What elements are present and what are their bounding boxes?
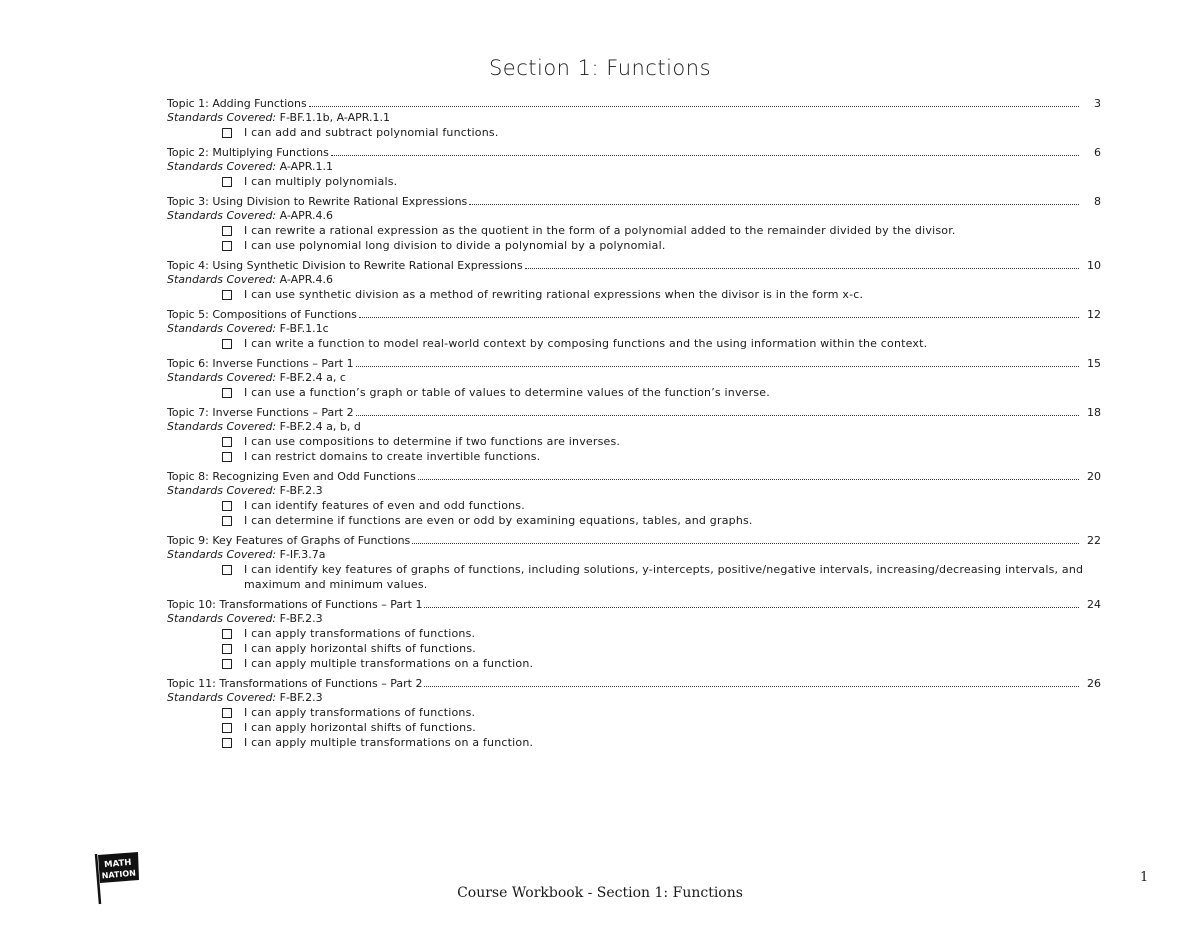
objective-item (220, 626, 1101, 641)
svg-text:MATH: MATH (103, 857, 132, 871)
page-number[interactable]: 22 (1087, 534, 1101, 547)
objective-item (220, 434, 1101, 449)
dot-leader (525, 268, 1079, 269)
checkbox-icon[interactable] (222, 565, 232, 575)
objective-item (220, 656, 1101, 671)
standards-codes: F-BF.1.1b, A-APR.1.1 (279, 111, 391, 124)
standards-codes: F-BF.1.1c (279, 322, 329, 335)
toc-topic (167, 356, 1101, 400)
standards-codes: A-APR.1.1 (279, 160, 334, 173)
standards-label: Standards Covered: (167, 273, 277, 286)
checkbox-icon[interactable] (222, 339, 232, 349)
dot-leader (356, 415, 1079, 416)
objective-text: I can apply transformations of functions. (244, 706, 476, 719)
standards-label: Standards Covered: (167, 420, 277, 433)
objective-text: I can use polynomial long division to divide a polynomial by a polynomial. (244, 239, 666, 252)
objective-item (220, 385, 1101, 400)
topic-title[interactable]: Topic 4: Using Synthetic Division to Rewrite Rational Expressions (167, 259, 523, 272)
objective-item (220, 336, 1101, 351)
standards-label: Standards Covered: (167, 371, 277, 384)
objective-text: I can identify key features of graphs of functions, including solutions, y-intercepts, positive/negative intervals, increasing/decreasing intervals, and maximum and minimum values. (244, 563, 1084, 591)
checkbox-icon[interactable] (222, 501, 232, 511)
standards-covered (167, 111, 1101, 125)
objective-item (220, 498, 1101, 513)
objective-text: I can apply horizontal shifts of functions. (244, 721, 476, 734)
objective-item (220, 705, 1101, 720)
topic-heading-line[interactable] (167, 597, 1101, 612)
topic-heading-line[interactable] (167, 356, 1101, 371)
toc-topic (167, 145, 1101, 189)
objective-item (220, 513, 1101, 528)
toc-topic (167, 307, 1101, 351)
objective-item (220, 449, 1101, 464)
checkbox-icon[interactable] (222, 516, 232, 526)
svg-text:NATION: NATION (101, 868, 137, 881)
standards-covered (167, 273, 1101, 287)
objective-text: I can apply transformations of functions. (244, 627, 476, 640)
objective-item (220, 125, 1101, 140)
checkbox-icon[interactable] (222, 388, 232, 398)
checkbox-icon[interactable] (222, 452, 232, 462)
checkbox-icon[interactable] (222, 723, 232, 733)
topic-heading-line[interactable] (167, 145, 1101, 160)
standards-covered (167, 612, 1101, 626)
topic-heading-line[interactable] (167, 469, 1101, 484)
toc-topic (167, 405, 1101, 464)
topic-title[interactable]: Topic 3: Using Division to Rewrite Rational Expressions (167, 195, 468, 208)
standards-covered (167, 209, 1101, 223)
page-number[interactable]: 26 (1087, 677, 1101, 690)
checkbox-icon[interactable] (222, 708, 232, 718)
topic-heading-line[interactable] (167, 194, 1101, 209)
toc-topic (167, 258, 1101, 302)
objective-text: I can identify features of even and odd functions. (244, 499, 525, 512)
checkbox-icon[interactable] (222, 659, 232, 669)
standards-codes: F-BF.2.4 a, b, d (279, 420, 361, 433)
page-number[interactable]: 24 (1087, 598, 1101, 611)
topic-heading-line[interactable] (167, 307, 1101, 322)
dot-leader (412, 543, 1079, 544)
objective-text: I can use compositions to determine if two functions are inverses. (244, 435, 621, 448)
standards-covered (167, 322, 1101, 336)
table-of-contents (167, 96, 1101, 755)
standards-label: Standards Covered: (167, 612, 277, 625)
page-number[interactable]: 20 (1087, 470, 1101, 483)
page-number[interactable]: 6 (1094, 146, 1101, 159)
toc-topic (167, 96, 1101, 140)
toc-topic (167, 469, 1101, 528)
standards-covered (167, 371, 1101, 385)
objective-text: I can add and subtract polynomial functions. (244, 126, 499, 139)
standards-label: Standards Covered: (167, 160, 277, 173)
toc-topic (167, 533, 1101, 592)
standards-covered (167, 420, 1101, 434)
footer-text: Course Workbook - Section 1: Functions (457, 885, 743, 901)
objective-item (220, 223, 1101, 238)
checkbox-icon[interactable] (222, 226, 232, 236)
checkbox-icon[interactable] (222, 177, 232, 187)
objective-text: I can apply multiple transformations on a function. (244, 657, 534, 670)
standards-codes: F-BF.2.3 (279, 484, 323, 497)
topic-heading-line[interactable] (167, 676, 1101, 691)
objective-item (220, 562, 1101, 592)
checkbox-icon[interactable] (222, 290, 232, 300)
standards-codes: F-BF.2.4 a, c (279, 371, 346, 384)
standards-covered (167, 160, 1101, 174)
dot-leader (331, 155, 1079, 156)
topic-title[interactable]: Topic 9: Key Features of Graphs of Functions (167, 534, 411, 547)
objective-text: I can use a function’s graph or table of values to determine values of the function’s inverse. (244, 386, 770, 399)
standards-label: Standards Covered: (167, 548, 277, 561)
standards-label: Standards Covered: (167, 111, 277, 124)
topic-title[interactable]: Topic 8: Recognizing Even and Odd Functions (167, 470, 416, 483)
page-number[interactable]: 15 (1087, 357, 1101, 370)
dot-leader (356, 366, 1079, 367)
page-title: Section 1: Functions (488, 56, 712, 80)
topic-title[interactable]: Topic 6: Inverse Functions – Part 1 (167, 357, 354, 370)
topic-title[interactable]: Topic 5: Compositions of Functions (167, 308, 357, 321)
page-number[interactable]: 12 (1087, 308, 1101, 321)
page-number[interactable]: 18 (1087, 406, 1101, 419)
standards-codes: F-IF.3.7a (279, 548, 326, 561)
standards-covered (167, 484, 1101, 498)
topic-heading-line[interactable] (167, 96, 1101, 111)
standards-codes: A-APR.4.6 (279, 273, 334, 286)
checkbox-icon[interactable] (222, 644, 232, 654)
topic-heading-line[interactable] (167, 405, 1101, 420)
topic-title[interactable]: Topic 11: Transformations of Functions – Part 2 (167, 677, 423, 690)
standards-covered (167, 691, 1101, 705)
toc-topic (167, 597, 1101, 671)
dot-leader (469, 204, 1079, 205)
topic-heading-line[interactable] (167, 258, 1101, 273)
objective-text: I can determine if functions are even or odd by examining equations, tables, and graphs. (244, 514, 753, 527)
objective-item (220, 720, 1101, 735)
standards-codes: F-BF.2.3 (279, 691, 323, 704)
standards-label: Standards Covered: (167, 691, 277, 704)
checkbox-icon[interactable] (222, 241, 232, 251)
standards-codes: F-BF.2.3 (279, 612, 323, 625)
dot-leader (359, 317, 1079, 318)
page-number[interactable]: 10 (1087, 259, 1101, 272)
topic-heading-line[interactable] (167, 533, 1101, 548)
objective-item (220, 238, 1101, 253)
topic-title[interactable]: Topic 7: Inverse Functions – Part 2 (167, 406, 354, 419)
objective-item (220, 735, 1101, 750)
page-number[interactable]: 8 (1094, 195, 1101, 208)
objective-item (220, 287, 1101, 302)
objective-text: I can write a function to model real-world context by composing functions and the using information within the context. (244, 337, 928, 350)
dot-leader (418, 479, 1079, 480)
standards-codes: A-APR.4.6 (279, 209, 334, 222)
footer-page-number: 1 (1140, 870, 1149, 885)
standards-covered (167, 548, 1101, 562)
objective-text: I can rewrite a rational expression as the quotient in the form of a polynomial added to the remainder divided by the divisor. (244, 224, 956, 237)
topic-title[interactable]: Topic 2: Multiplying Functions (167, 146, 329, 159)
checkbox-icon[interactable] (222, 128, 232, 138)
standards-label: Standards Covered: (167, 322, 277, 335)
toc-topic (167, 676, 1101, 750)
objective-text: I can apply horizontal shifts of functions. (244, 642, 476, 655)
toc-topic (167, 194, 1101, 253)
checkbox-icon[interactable] (222, 437, 232, 447)
dot-leader (424, 607, 1079, 608)
objective-item (220, 641, 1101, 656)
page-number[interactable]: 3 (1094, 97, 1101, 110)
standards-label: Standards Covered: (167, 484, 277, 497)
objective-item (220, 174, 1101, 189)
dot-leader (309, 106, 1079, 107)
topic-title[interactable]: Topic 1: Adding Functions (167, 97, 307, 110)
checkbox-icon[interactable] (222, 629, 232, 639)
topic-title[interactable]: Topic 10: Transformations of Functions – Part 1 (167, 598, 423, 611)
objective-text: I can restrict domains to create invertible functions. (244, 450, 541, 463)
objective-text: I can multiply polynomials. (244, 175, 398, 188)
standards-label: Standards Covered: (167, 209, 277, 222)
objective-text: I can use synthetic division as a method of rewriting rational expressions when the divisor is in the form x-c. (244, 288, 864, 301)
objective-text: I can apply multiple transformations on a function. (244, 736, 534, 749)
checkbox-icon[interactable] (222, 738, 232, 748)
dot-leader (424, 686, 1079, 687)
